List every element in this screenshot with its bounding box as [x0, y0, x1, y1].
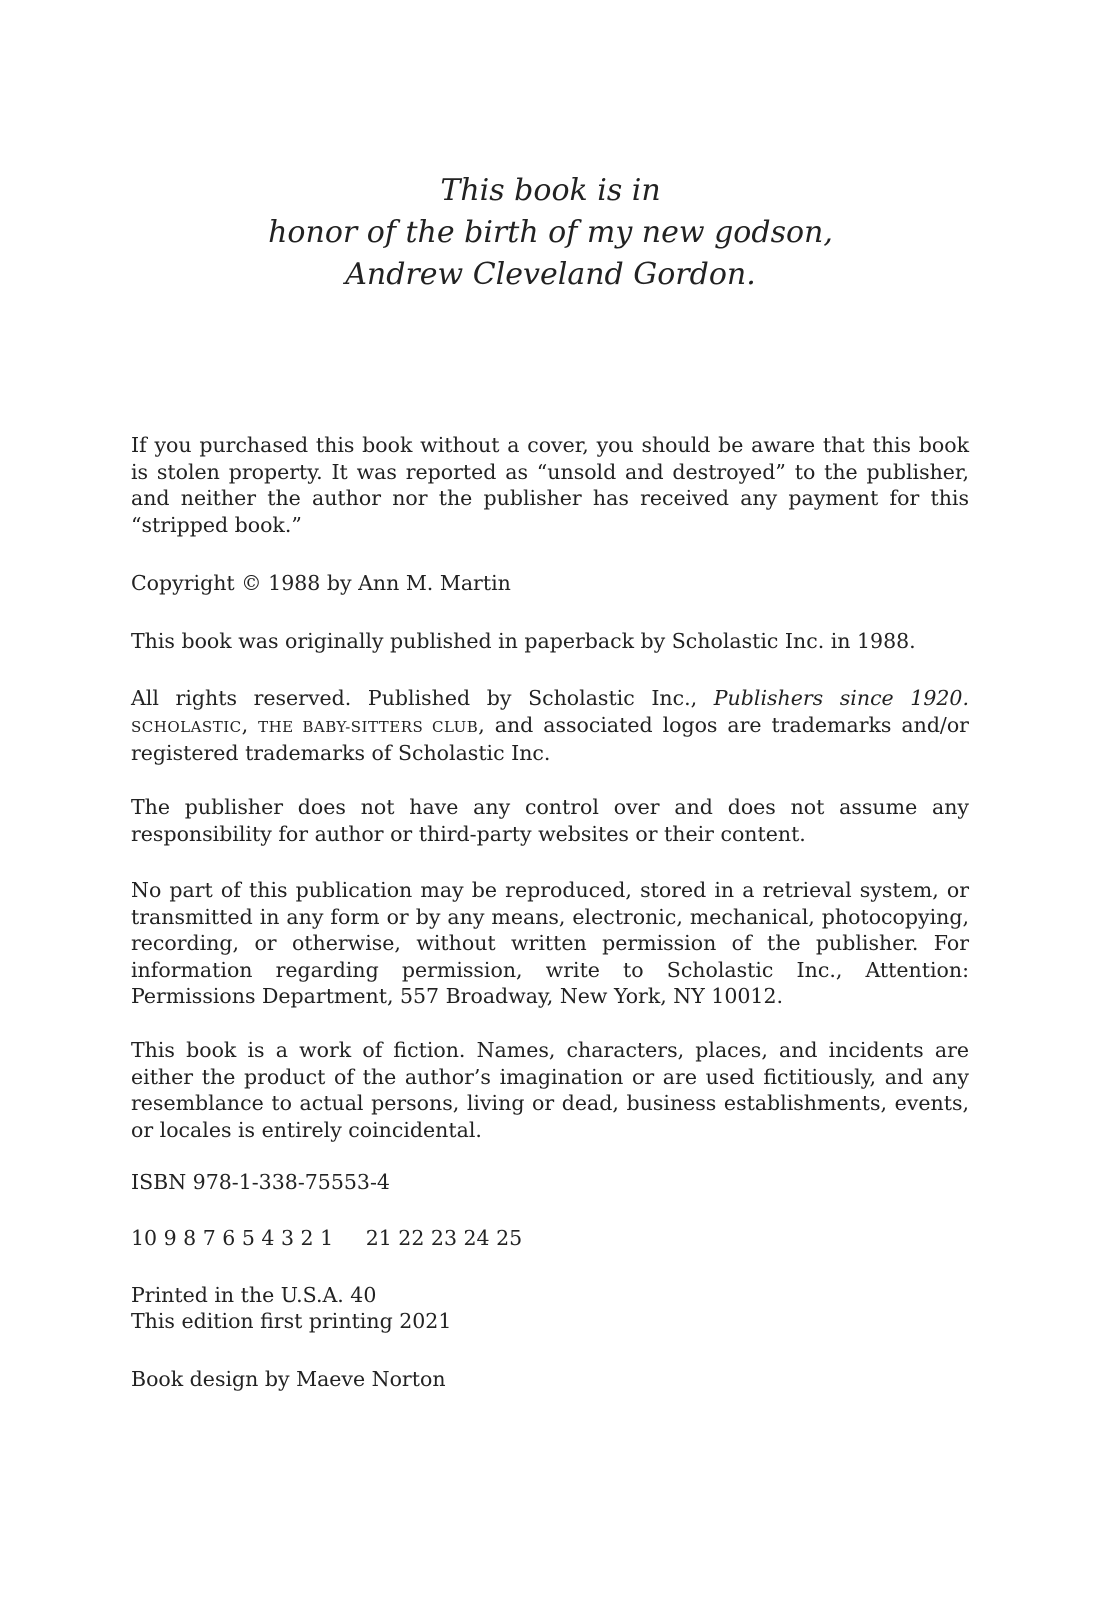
trademark-scholastic: SCHOLASTIC — [131, 717, 242, 736]
rights-text-continued: , and associated logos are trademarks and/or registered trademarks of Scholastic Inc. — [131, 712, 969, 765]
isbn-line: ISBN 978-1-338-75553-4 — [131, 1170, 390, 1194]
printing-numbers: 10 9 8 7 6 5 4 3 2 1 21 22 23 24 25 — [131, 1226, 523, 1250]
rights-separator: , — [241, 712, 259, 737]
dedication-line: honor of the birth of my new godson, — [268, 215, 833, 250]
dedication — [0, 170, 1101, 296]
rights-text: All rights reserved. Published by Scholastic Inc., — [131, 686, 714, 710]
publisher-control-notice: The publisher does not have any control over and does not assume any responsibility for author or third-party websites or their content. — [131, 795, 969, 846]
trademark-baby-sitters-club: THE BABY-SITTERS CLUB — [258, 717, 479, 736]
original-publication-line: This book was originally published in paperback by Scholastic Inc. in 1988. — [131, 629, 916, 653]
stripped-book-notice: If you purchased this book without a cover, you should be aware that this book is stolen property. It was reported as “unsold and destroyed” to the publisher, and neither the author nor the publisher has received any payment for this “stripped book.” — [131, 433, 969, 537]
reproduction-notice: No part of this publication may be reproduced, stored in a retrieval system, or transmitted in any form or by any means, electronic, mechanical, photocopying, recording, or otherwise, without written permission of the publisher. For information regarding permission, write to Scholastic Inc., Attention: Permissions Department, 557 Broadway, New York, NY 10012. — [131, 878, 969, 1008]
copyright-line: Copyright © 1988 by Ann M. Martin — [131, 571, 511, 595]
book-design-credit: Book design by Maeve Norton — [131, 1367, 446, 1391]
edition-line: This edition first printing 2021 — [131, 1309, 452, 1333]
rights-reserved-notice — [131, 685, 969, 767]
dedication-line: This book is in — [440, 173, 661, 208]
fiction-disclaimer: This book is a work of fiction. Names, characters, places, and incidents are either the product of the author’s imagination or are used fictitiously, and any resemblance to actual persons, living or dead, business establishments, events, or locales is entirely coincidental. — [131, 1038, 969, 1142]
publisher-tagline: Publishers since 1920. — [713, 686, 969, 710]
printed-in-line: Printed in the U.S.A. 40 — [131, 1283, 377, 1307]
dedication-line: Andrew Cleveland Gordon. — [345, 257, 756, 292]
